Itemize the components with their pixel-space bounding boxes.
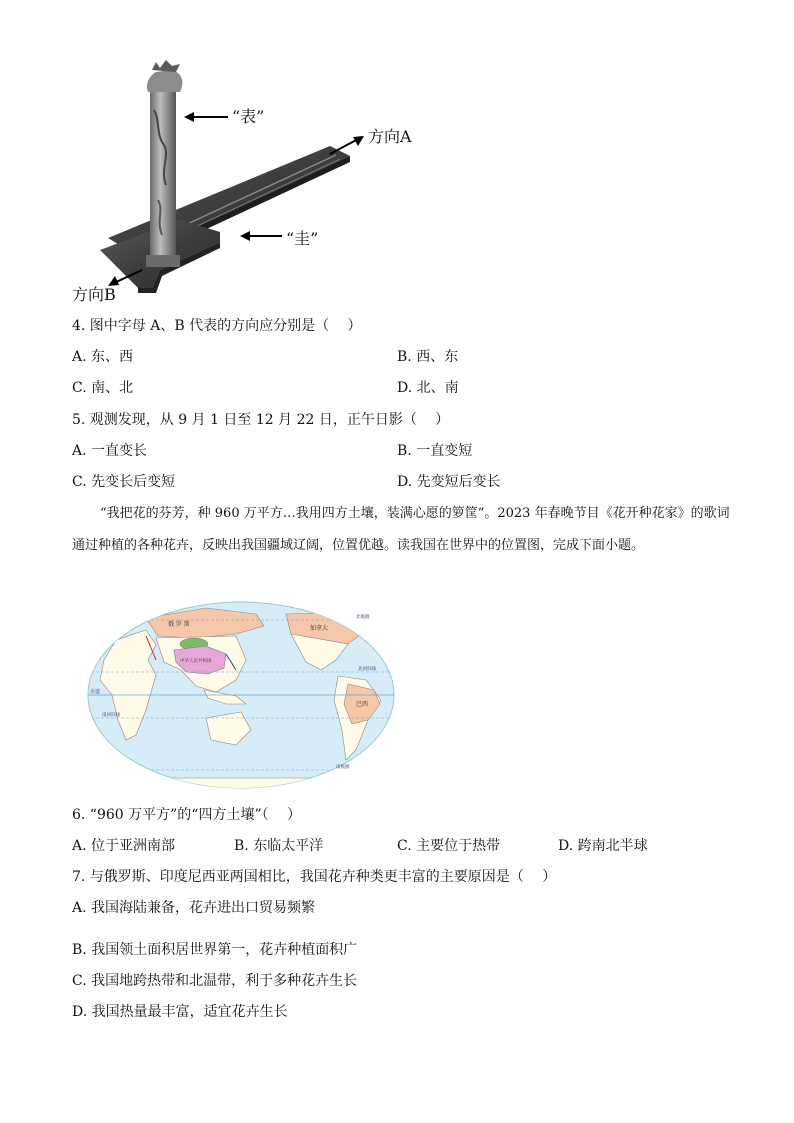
- biao-pillar: [150, 90, 176, 260]
- q5-option-c: C. 先变长后变短: [72, 474, 176, 490]
- reading-passage: “我把花的芬芳，种 960 万平方…我用四方土壤，装满心愿的箩筐”。2023 年春晚节目《花开种花家》的歌词通过种植的各种花卉，反映出我国疆域辽阔，位置优越。读我国在世界中的位置图，完成下面小题。: [72, 506, 730, 553]
- map-label-china: 中华人民共和国: [180, 659, 212, 664]
- q7-option-b: B. 我国领土面积居世界第一，花卉种植面积广: [72, 942, 358, 958]
- q7-option-c: C. 我国地跨热带和北温带，利于多种花卉生长: [72, 973, 358, 989]
- q6-option-b: B. 东临太平洋: [234, 838, 324, 854]
- label-direction-b: 方向B: [72, 285, 116, 304]
- q6-option-a: A. 位于亚洲南部: [72, 838, 176, 854]
- arrow-direction-a: [330, 136, 364, 154]
- q4-option-d: D. 北、南: [397, 380, 459, 396]
- q5-option-d: D. 先变短后变长: [397, 474, 501, 490]
- map-label-tropic-s: 南回归线: [102, 713, 120, 718]
- map-label-tropic-n: 北回归线: [358, 667, 376, 672]
- arrow-gui: [240, 231, 282, 241]
- q5-option-b: B. 一直变短: [397, 443, 473, 459]
- q5-option-a: A. 一直变长: [72, 443, 148, 459]
- q5-stem: 5. 观测发现，从 9 月 1 日至 12 月 22 日，正午日影（ ）: [72, 412, 450, 428]
- q7-option-a: A. 我国海陆兼备，花卉进出口贸易频繁: [72, 900, 316, 916]
- q6-stem: 6. “960 万平方”的“四方土壤”（ ）: [72, 807, 302, 823]
- arrow-biao: [184, 112, 228, 122]
- q7-stem: 7. 与俄罗斯、印度尼西亚两国相比，我国花卉种类更丰富的主要原因是（ ）: [72, 869, 557, 885]
- q6-option-c: C. 主要位于热带: [397, 838, 501, 854]
- label-direction-a: 方向A: [368, 127, 412, 146]
- map-label-russia: 俄 罗 斯: [168, 621, 190, 628]
- q6-option-d: D. 跨南北半球: [558, 838, 648, 854]
- q4-option-c: C. 南、北: [72, 380, 134, 396]
- q4-option-a: A. 东、西: [72, 349, 134, 365]
- map-label-antarctic: 南极圈: [336, 765, 350, 770]
- world-map: [86, 600, 396, 790]
- map-label-arctic: 北极圈: [356, 615, 370, 620]
- label-biao: “表”: [232, 107, 265, 126]
- gnomon-figure: [60, 60, 460, 310]
- q4-stem: 4. 图中字母 A、B 代表的方向应分别是（ ）: [72, 318, 362, 334]
- map-label-brazil: 巴西: [356, 701, 369, 708]
- label-gui: “圭”: [286, 229, 319, 248]
- map-label-canada: 加拿大: [310, 625, 329, 632]
- q4-option-b: B. 西、东: [397, 349, 459, 365]
- map-label-equator: 赤道: [90, 689, 101, 695]
- q7-option-d: D. 我国热量最丰富，适宜花卉生长: [72, 1004, 288, 1020]
